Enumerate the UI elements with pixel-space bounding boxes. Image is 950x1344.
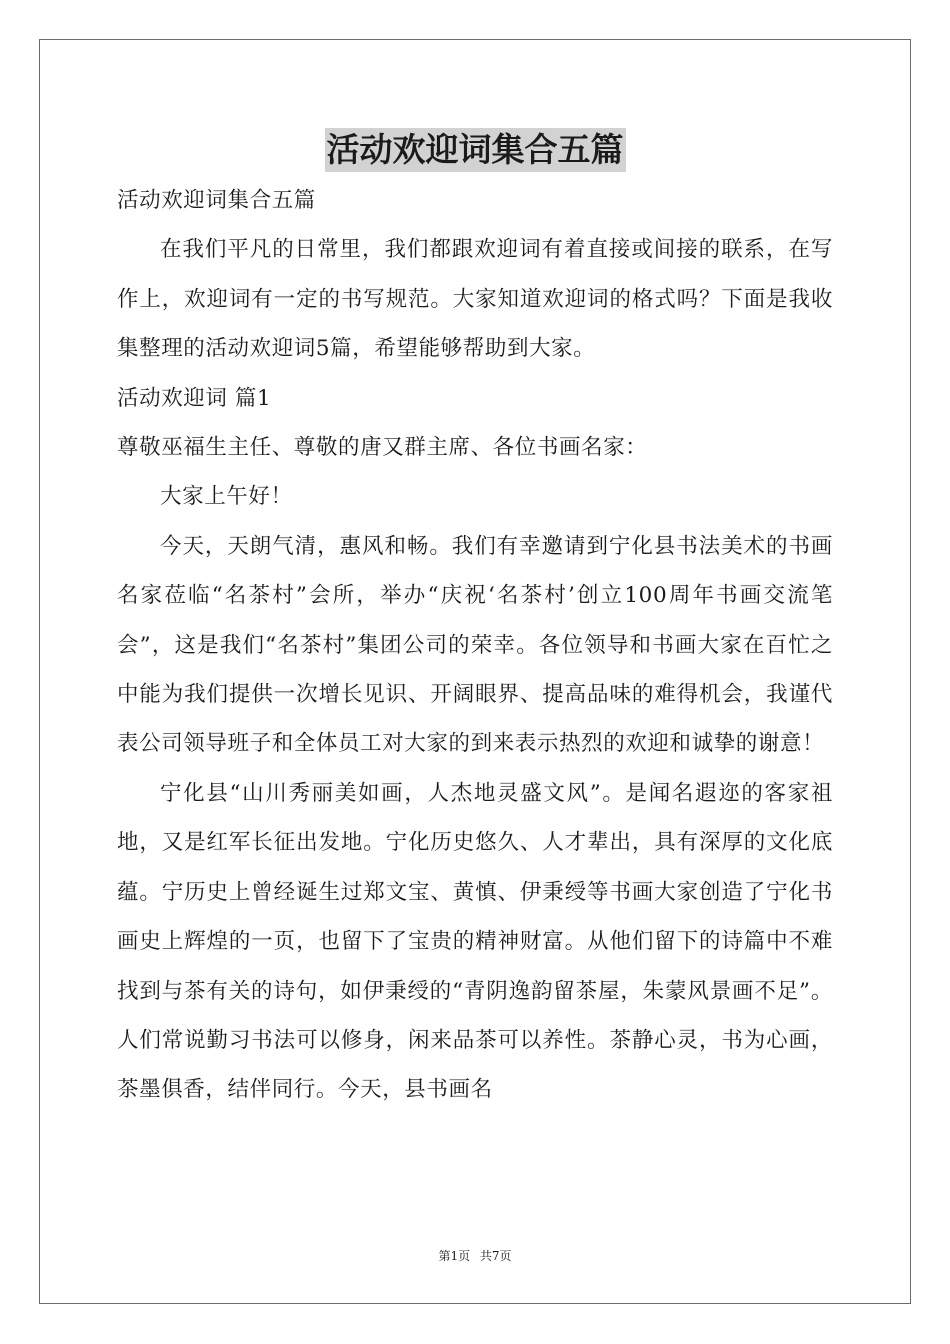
paragraph: 在我们平凡的日常里，我们都跟欢迎词有着直接或间接的联系，在写作上，欢迎词有一定的书写规范。大家知道欢迎词的格式吗？下面是我收集整理的活动欢迎词5篇，希望能够帮助到大家。 — [117, 237, 833, 362]
page-number: 第1页 — [438, 1249, 471, 1263]
paragraph: 宁化县“山川秀丽美如画，人杰地灵盛文风”。是闻名遐迩的客家祖地，又是红军长征出发地。宁化历史悠久、人才辈出，具有深厚的文化底蕴。宁历史上曾经诞生过郑文宝、黄慎、伊秉绶等书画大家创造了宁化书画史上辉煌的一页，也留下了宝贵的精神财富。从他们留下的诗篇中不难找到与茶有关的诗句，如伊秉绶的“青阴逸韵留茶屋，朱蒙风景画不足”。人们常说勤习书法可以修身，闲来品茶可以养性。茶静心灵，书为心画，茶墨俱香，结伴同行。今天，县书画名 — [117, 780, 833, 1103]
salutation: 尊敬巫福生主任、尊敬的唐又群主席、各位书画名家： — [117, 435, 648, 461]
page-total: 共7页 — [479, 1249, 512, 1263]
page-footer — [0, 1247, 950, 1265]
paragraph: 大家上午好！ — [160, 484, 293, 510]
title-area — [0, 128, 950, 172]
document-title: 活动欢迎词集合五篇 — [325, 128, 626, 172]
paragraph: 今天，天朗气清，惠风和畅。我们有幸邀请到宁化县书法美术的书画名家莅临“名茶村”会所，举办“庆祝‘名茶村’创立100周年书画交流笔会”，这是我们“名茶村”集团公司的荣幸。各位领导和书画大家在百忙之中能为我们提供一次增长见识、开阔眼界、提高品味的难得机会，我谨代表公司领导班子和全体员工对大家的到来表示热烈的欢迎和诚挚的谢意！ — [117, 533, 833, 757]
section-heading: 活动欢迎词 篇1 — [117, 385, 272, 411]
document-body — [117, 176, 833, 1115]
paragraph: 活动欢迎词集合五篇 — [117, 188, 316, 213]
